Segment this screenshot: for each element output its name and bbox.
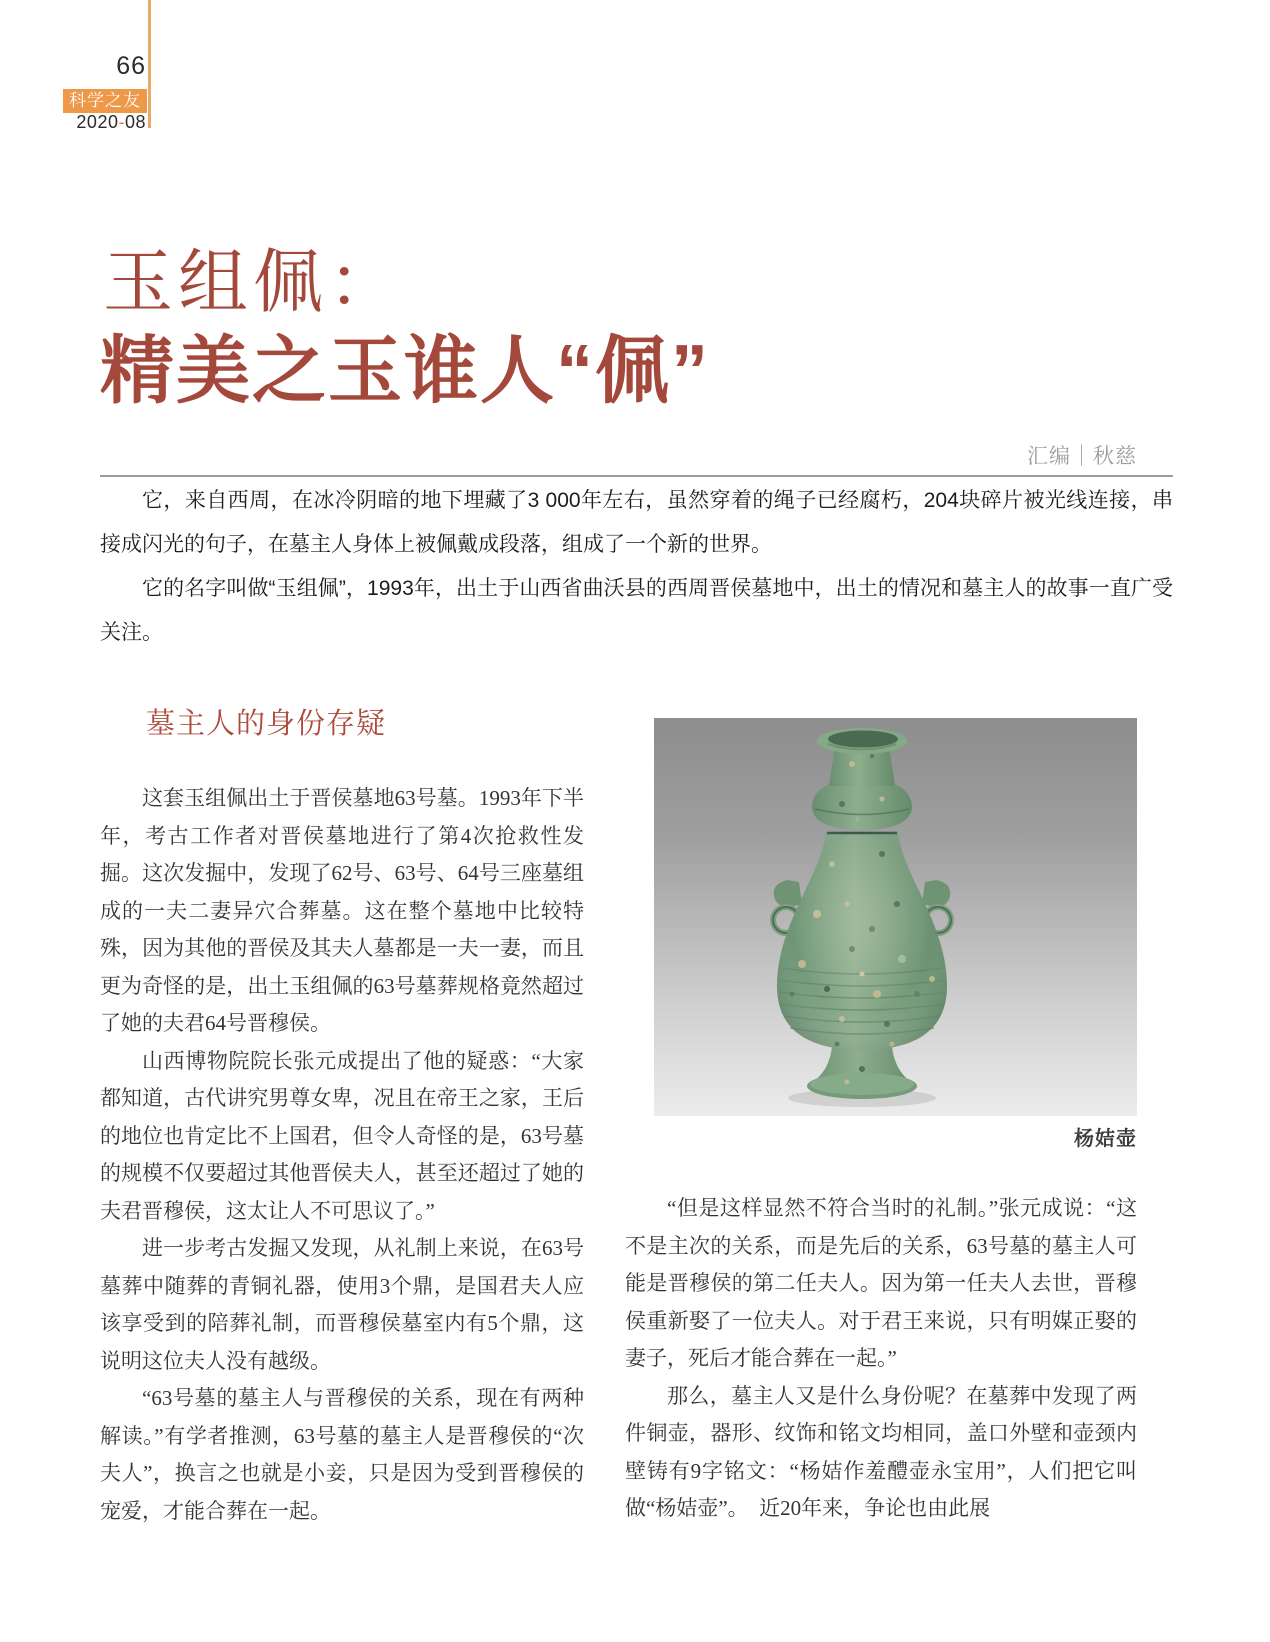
issue-year: 2020 [76, 112, 119, 132]
body-paragraph: 这套玉组佩出土于晋侯墓地63号墓。1993年下半年，考古工作者对晋侯墓地进行了第4次抢救性发掘。这次发掘中，发现了62号、63号、64号三座墓组成的一夫二妻异穴合葬墓。这在整个墓地中比较特殊，因为其他的晋侯及其夫人墓都是一夫一妻，而且更为奇怪的是，出土玉组佩的63号墓葬规格竟然超过了她的夫君64号晋穆侯。 [100, 786, 584, 1035]
margin-rule [148, 0, 151, 128]
magazine-name-badge: 科学之友 [63, 89, 147, 113]
page-number: 66 [116, 52, 146, 80]
bronze-vase-illustration [732, 724, 992, 1114]
intro-paragraph: 它的名字叫做“玉组佩”，1993年，出土于山西省曲沃县的西周晋侯墓地中，出土的情况和墓主人的故事一直广受关注。 [100, 577, 1173, 644]
byline: 汇编｜秋慈 [1027, 445, 1137, 468]
article-title-line2: 精美之玉谁人“佩” [100, 329, 710, 412]
section-heading: 墓主人的身份存疑 [146, 708, 387, 740]
right-column [625, 1190, 1137, 1528]
intro-paragraph: 它，来自西周，在冰冷阴暗的地下埋藏了3 000年左右，虽然穿着的绳子已经腐朽，204块碎片被光线连接，串接成闪光的句子，在墓主人身体上被佩戴成段落，组成了一个新的世界。 [100, 489, 1173, 556]
body-paragraph: “63号墓的墓主人与晋穆侯的关系，现在有两种解读。”有学者推测，63号墓的墓主人是晋穆侯的“次夫人”，换言之也就是小妾，只是因为受到晋穆侯的宠爱，才能合葬在一起。 [100, 1386, 584, 1523]
body-paragraph: 山西博物院院长张元成提出了他的疑惑：“大家都知道，古代讲究男尊女卑，况且在帝王之家，王后的地位也肯定比不上国君，但令人奇怪的是，63号墓的规模不仅要超过其他晋侯夫人，甚至还超过了她的夫君晋穆侯，这太让人不可思议了。” [100, 1048, 584, 1223]
artifact-photo [654, 718, 1137, 1116]
issue-month: 08 [124, 112, 146, 132]
issue-date [20, 112, 146, 133]
body-paragraph: 进一步考古发掘又发现，从礼制上来说，在63号墓葬中随葬的青铜礼器，使用3个鼎，是国君夫人应该享受到的陪葬礼制，而晋穆侯墓室内有5个鼎，这说明这位夫人没有越级。 [100, 1236, 584, 1373]
article-title-line1: 玉组佩： [103, 243, 403, 321]
intro-block [100, 479, 1173, 655]
issue-dash: - [118, 112, 125, 132]
body-paragraph: 那么，墓主人又是什么身份呢？在墓葬中发现了两件铜壶，器形、纹饰和铭文均相同，盖口外壁和壶颈内壁铸有9字铭文：“杨姞作羞醴壶永宝用”，人们把它叫做“杨姞壶”。 近20年来，争论也由此展 [625, 1383, 1137, 1520]
body-paragraph: “但是这样显然不符合当时的礼制。”张元成说：“这不是主次的关系，而是先后的关系，63号墓的墓主人可能是晋穆侯的第二任夫人。因为第一任夫人去世，晋穆侯重新娶了一位夫人。对于君王来说，只有明媒正娶的妻子，死后才能合葬在一起。” [625, 1196, 1137, 1370]
photo-caption: 杨姞壶 [1074, 1128, 1137, 1150]
left-column [100, 780, 584, 1530]
divider-rule [100, 475, 1173, 477]
